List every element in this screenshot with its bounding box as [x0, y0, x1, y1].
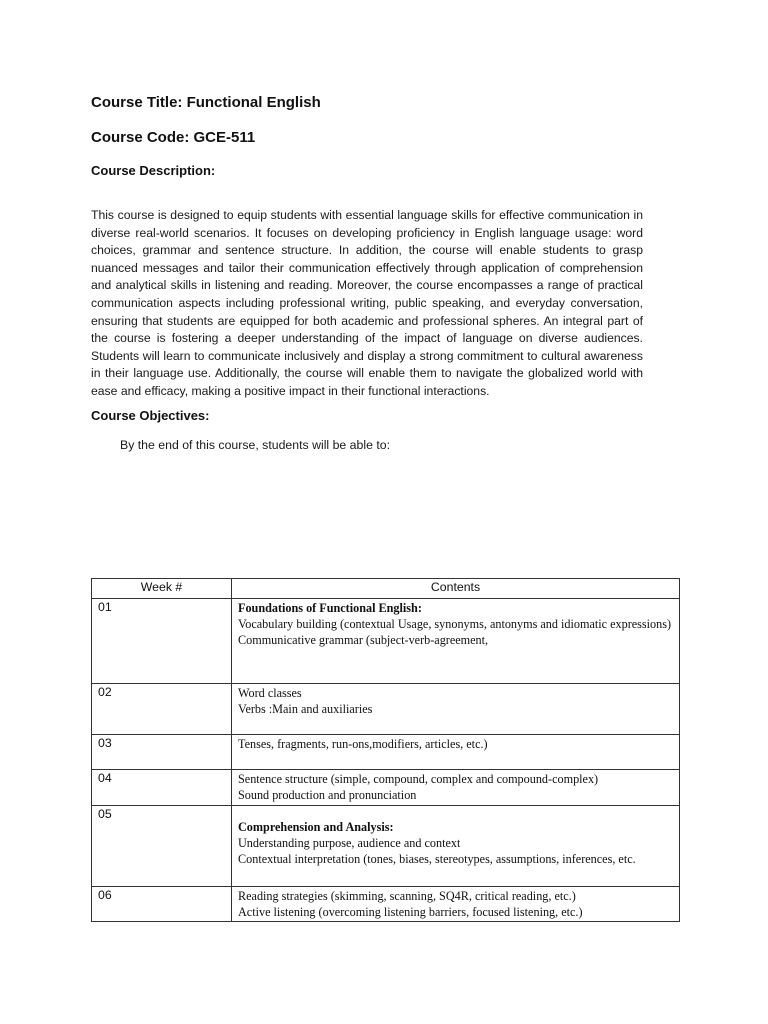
content-line: Reading strategies (skimming, scanning, SQ4R, critical reading, etc.): [238, 889, 576, 903]
content-line: Tenses, fragments, run-ons,modifiers, articles, etc.): [238, 737, 488, 751]
content-line: Contextual interpretation (tones, biases, stereotypes, assumptions, inferences, etc.: [238, 852, 636, 866]
week-cell: 05: [92, 806, 232, 887]
section-heading: Foundations of Functional English:: [238, 601, 422, 615]
content-line: Vocabulary building (contextual Usage, synonyms, antonyms and idiomatic expressions): [238, 617, 672, 631]
contents-cell: [232, 770, 680, 806]
table-row: [92, 735, 680, 770]
cell-spacer: [238, 807, 673, 819]
content-line: Word classes: [238, 686, 302, 700]
course-description-text: This course is designed to equip students with essential language skills for effective communication in diverse real-world scenarios. It focuses on developing proficiency in English language usage: word choices, grammar and sentence structure. In addition, the course will enable students to grasp nuanced messages and tailor their communication effectively through application of comprehension and analytical skills in listening and reading. Moreover, the course encompasses a range of practical communication aspects including professional writing, public speaking, and everyday conversation, ensuring that students are equipped for both academic and professional spheres. An integral part of the course is fostering a deeper understanding of the impact of language on diverse audiences. Students will learn to communicate inclusively and display a strong commitment to cultural awareness in their language use. Additionally, the course will enable them to navigate the globalized world with ease and efficacy, making a positive impact in their functional interactions.: [91, 208, 643, 398]
content-line: Communicative grammar (subject-verb-agreement,: [238, 633, 489, 647]
week-cell: 04: [92, 770, 232, 806]
week-cell: 03: [92, 735, 232, 770]
table-row: [92, 684, 680, 735]
contents-cell: [232, 684, 680, 735]
week-column-header: Week #: [92, 579, 232, 599]
content-line: Sound production and pronunciation: [238, 788, 417, 802]
week-cell: 06: [92, 887, 232, 922]
table-header-row: [92, 579, 680, 599]
content-line: Active listening (overcoming listening barriers, focused listening, etc.): [238, 905, 583, 919]
weekly-schedule-table: [91, 578, 680, 922]
course-objectives-heading: Course Objectives:: [91, 408, 210, 423]
contents-cell: [232, 599, 680, 684]
contents-cell: [232, 806, 680, 887]
content-line: Understanding purpose, audience and context: [238, 836, 461, 850]
course-code: Course Code: GCE-511: [91, 129, 256, 146]
contents-cell: [232, 887, 680, 922]
week-cell: 01: [92, 599, 232, 684]
content-line: Verbs :Main and auxiliaries: [238, 702, 373, 716]
table-row: [92, 887, 680, 922]
contents-cell: [232, 735, 680, 770]
content-line: Sentence structure (simple, compound, complex and compound-complex): [238, 772, 599, 786]
table-row: [92, 806, 680, 887]
table-row: [92, 599, 680, 684]
course-objectives-intro: By the end of this course, students will be able to:: [120, 438, 391, 452]
section-heading: Comprehension and Analysis:: [238, 820, 394, 834]
contents-column-header: Contents: [232, 579, 680, 599]
table-row: [92, 770, 680, 806]
course-description-heading: Course Description:: [91, 163, 216, 178]
course-title: Course Title: Functional English: [91, 94, 321, 111]
week-cell: 02: [92, 684, 232, 735]
